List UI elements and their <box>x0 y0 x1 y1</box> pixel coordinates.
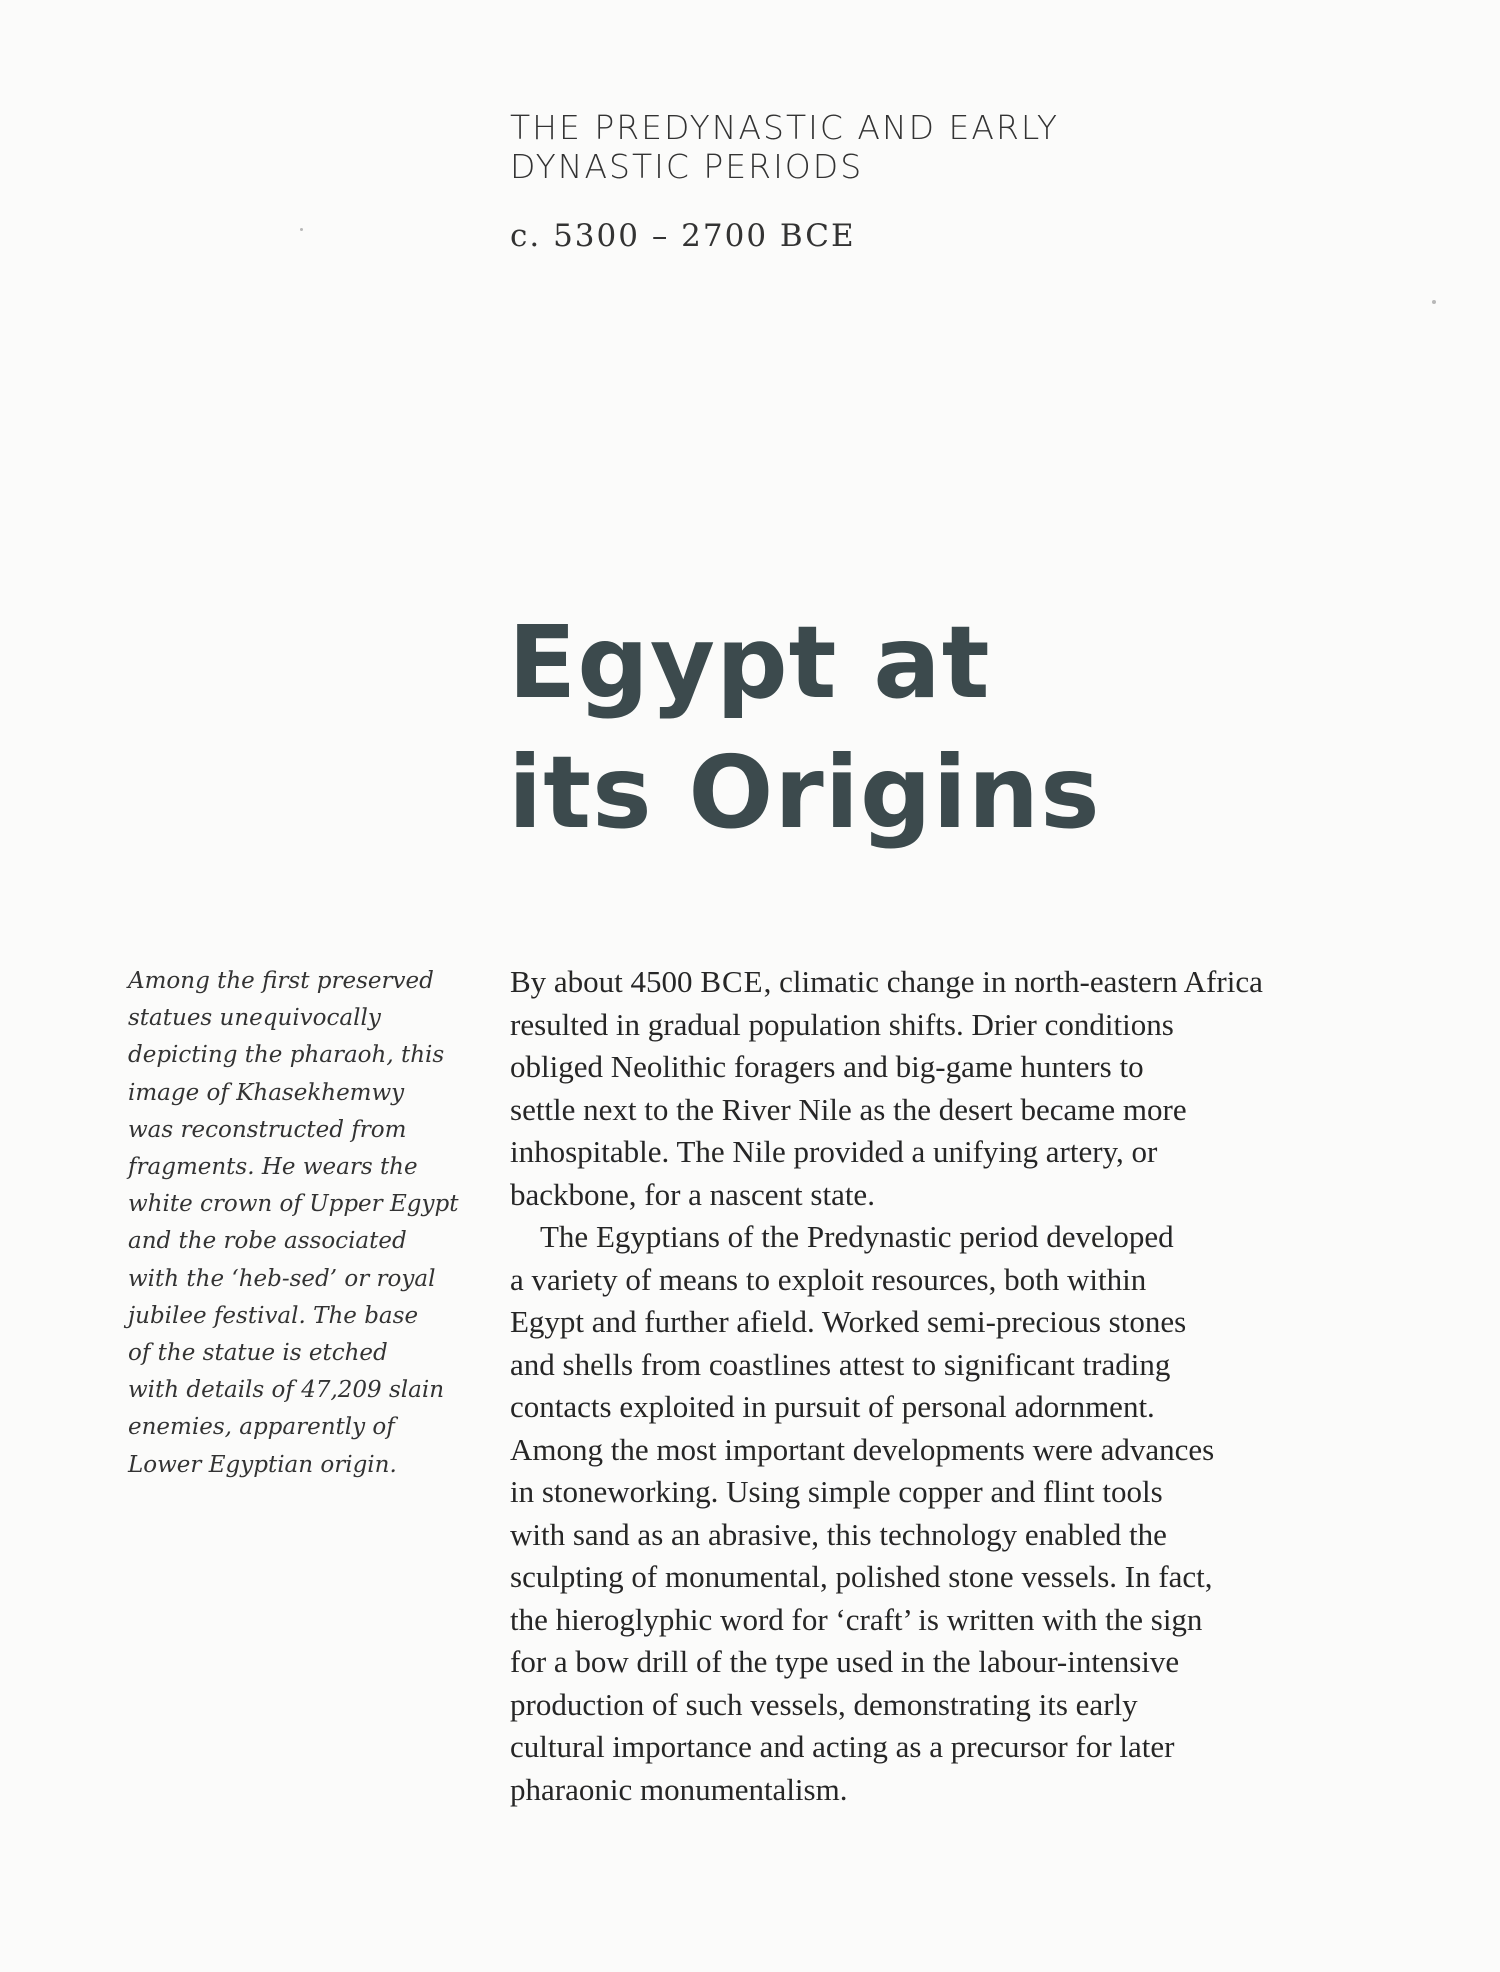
chapter-title-line: its Origins <box>508 734 1101 851</box>
caption-line: depicting the pharaoh, this <box>128 1042 445 1069</box>
body-line: obliged Neolithic foragers and big-game hunters to <box>510 1049 1144 1084</box>
caption-line: enemies, apparently of <box>128 1414 395 1441</box>
body-line: cultural importance and acting as a precursor for later <box>510 1729 1175 1764</box>
caption-line: was reconstructed from <box>128 1116 407 1143</box>
body-line: resulted in gradual population shifts. Drier conditions <box>510 1006 1174 1042</box>
chapter-title-line: Egypt at <box>508 604 991 721</box>
caption-line: of the statue is etched <box>128 1340 388 1367</box>
body-line: production of such vessels, demonstrating its early <box>510 1686 1138 1722</box>
body-line: a variety of means to exploit resources, both within <box>510 1261 1147 1297</box>
caption-line: and the robe associated <box>128 1228 407 1255</box>
caption-line: Lower Egyptian origin. <box>128 1451 397 1478</box>
body-line <box>510 961 1380 1004</box>
body-line: The Egyptians of the Predynastic period developed <box>540 1219 1174 1254</box>
caption-line: statues unequivocally <box>128 1005 381 1032</box>
paragraph <box>510 961 1380 1216</box>
body-text-run: By about 4500 <box>510 964 701 999</box>
period-heading-line: DYNASTIC PERIODS <box>510 147 864 186</box>
scan-speck <box>300 228 303 231</box>
body-line: Egypt and further afield. Worked semi-precious stones <box>510 1304 1187 1339</box>
caption-line: white crown of Upper Egypt <box>128 1191 459 1218</box>
caption-line: jubilee festival. The base <box>128 1302 419 1329</box>
era-abbreviation: BCE <box>700 964 764 999</box>
chapter-title <box>508 598 1308 858</box>
scan-speck <box>1432 300 1436 304</box>
caption-line: with the ‘heb-sed’ or royal <box>128 1265 436 1292</box>
body-line: contacts exploited in pursuit of personal adornment. <box>510 1389 1155 1424</box>
body-text-run: , climatic change in north-eastern Africa <box>763 964 1263 999</box>
caption-line: image of Khasekhemwy <box>128 1079 405 1106</box>
body-line: backbone, for a nascent state. <box>510 1176 875 1212</box>
body-line: pharaonic monumentalism. <box>510 1771 848 1807</box>
period-heading-line: THE PREDYNASTIC AND EARLY <box>510 108 1060 147</box>
body-line: Among the most important developments were advances <box>510 1431 1215 1467</box>
body-line: with sand as an abrasive, this technology enabled the <box>510 1516 1167 1552</box>
body-line: in stoneworking. Using simple copper and flint tools <box>510 1474 1163 1509</box>
body-line: the hieroglyphic word for ‘craft’ is written with the sign <box>510 1601 1203 1637</box>
body-line: inhospitable. The Nile provided a unifying artery, or <box>510 1134 1158 1169</box>
paragraph <box>510 1216 1380 1811</box>
body-line: sculpting of monumental, polished stone vessels. In fact, <box>510 1559 1213 1594</box>
caption-line: Among the first preserved <box>128 968 434 994</box>
image-caption <box>128 963 468 1484</box>
period-dates: c. 5300 – 2700 BCE <box>510 218 856 254</box>
body-line: settle next to the River Nile as the desert became more <box>510 1091 1187 1127</box>
caption-line: fragments. He wears the <box>128 1154 418 1181</box>
caption-line: with details of 47,209 slain <box>128 1377 445 1404</box>
body-text <box>510 961 1380 1811</box>
body-line: and shells from coastlines attest to significant trading <box>510 1346 1171 1382</box>
period-heading <box>510 108 1210 186</box>
body-line: for a bow drill of the type used in the labour-intensive <box>510 1644 1180 1679</box>
